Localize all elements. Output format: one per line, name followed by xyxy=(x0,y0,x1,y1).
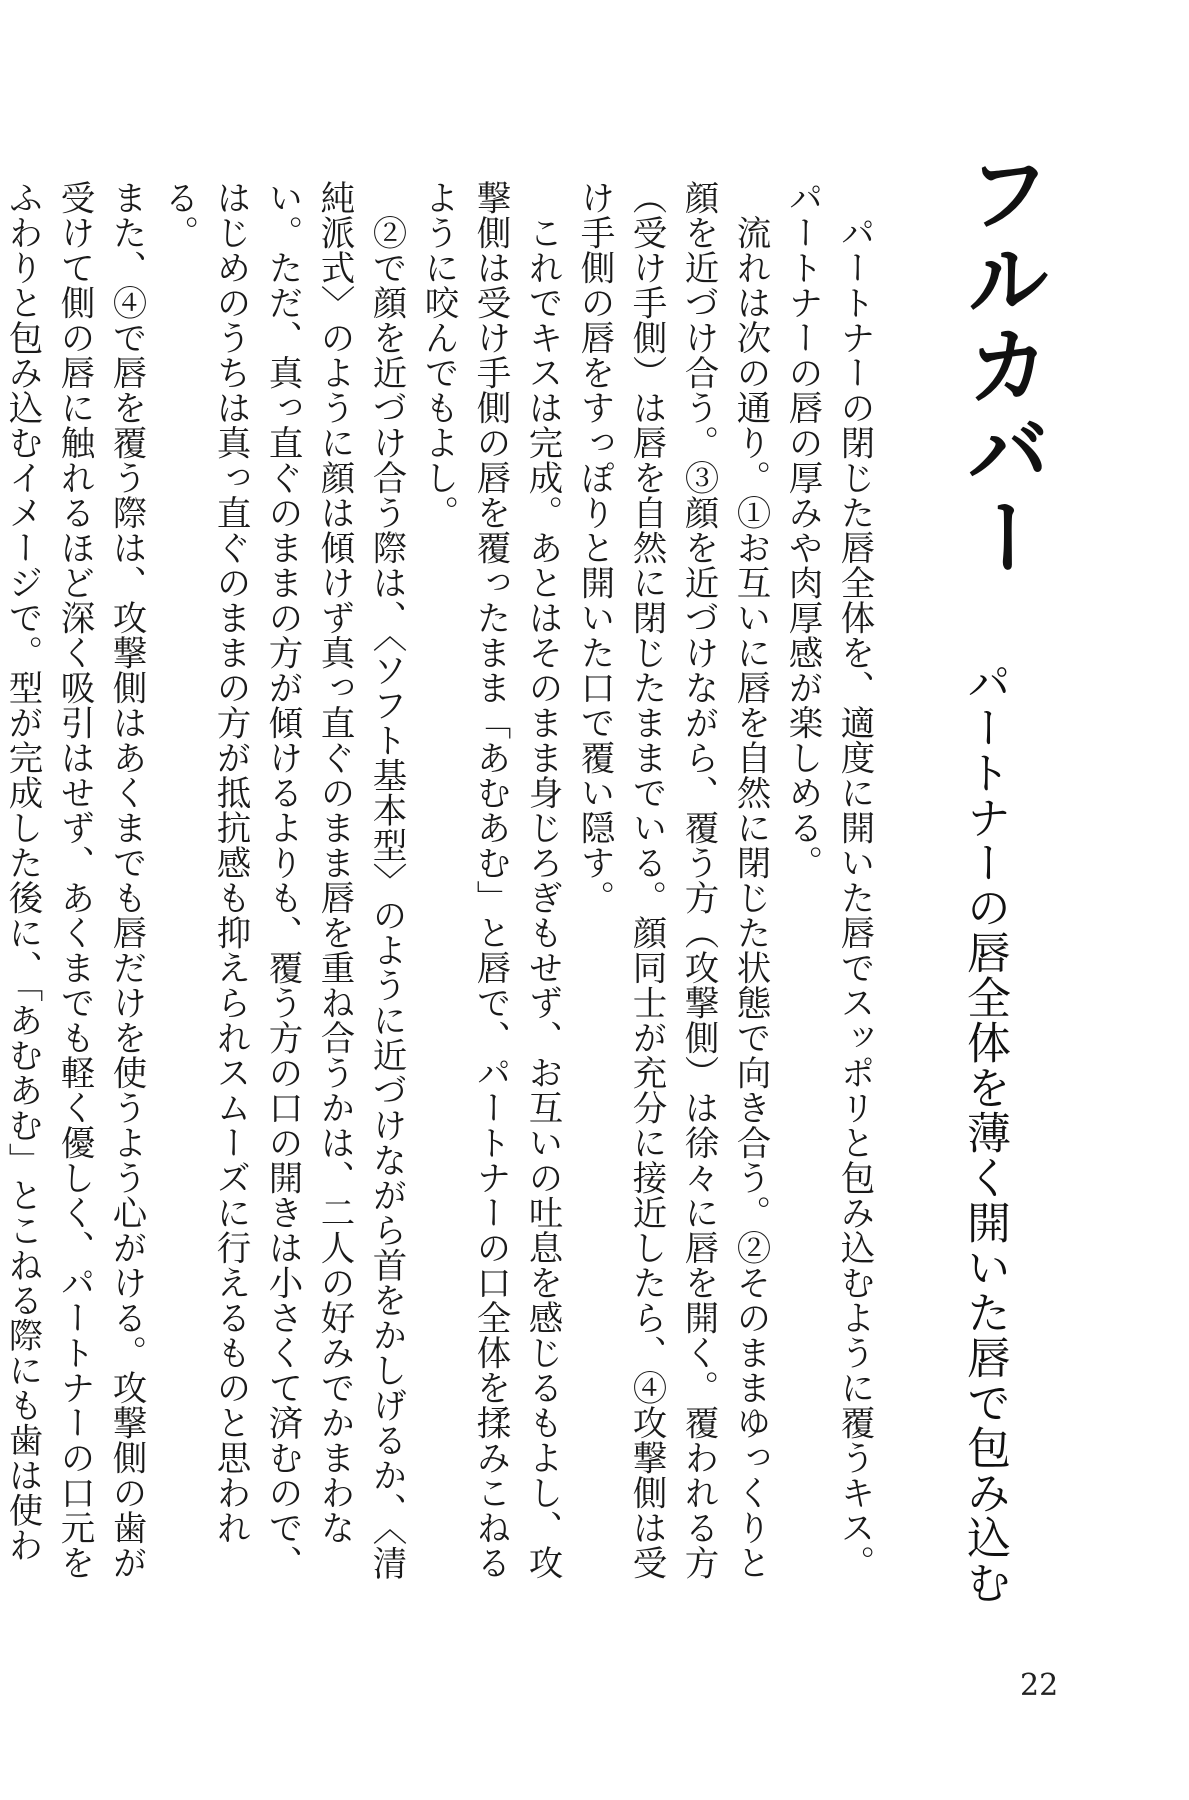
body-text xyxy=(2,180,880,1590)
page-subtitle: パートナーの唇全体を薄く開いた唇で包み込む xyxy=(959,660,1010,1605)
paragraph: また、④で唇を覆う際は、攻撃側はあくまでも唇だけを使うよう心がける。攻撃側の歯が受けて側の唇に触れるほど深く吸引はせず、あくまでも軽く優しく、パートナーの口元をふわりと包み込むイメージで。型が完成した後に、「あむあむ」とこねる際にも歯は使わ xyxy=(2,180,146,1580)
paragraph: ②で顔を近づけ合う際は、〈ソフト基本型〉のように近づけながら首をかしげるか、〈清純派式〉のように顔は傾けず真っ直ぐのまま唇を重ね合うかは、二人の好みでかまわない。ただ、真っ直ぐのままの方が傾けるよりも、覆う方の口の開きは小さくて済むので、はじめのうちは真っ直ぐのままの方が抵抗感も抑えられスムーズに行えるものと思われる。 xyxy=(158,180,406,1580)
paragraph: パートナーの閉じた唇全体を、適度に開いた唇でスッポリと包み込むように覆うキス。パートナーの唇の厚みや肉厚感が楽しめる。 xyxy=(782,180,874,1580)
page-number: 22 xyxy=(1020,1668,1059,1703)
page-title: フルカバー xyxy=(953,150,1051,580)
paragraph: 流れは次の通り。①お互いに唇を自然に閉じた状態で向き合う。②そのままゆっくりと顔を近づけ合う。③顔を近づけながら、覆う方（攻撃側）は徐々に唇を開く。覆われる方（受け手側）は唇を自然に閉じたままでいる。顔同士が充分に接近したら、④攻撃側は受け手側の唇をすっぽりと開いた口で覆い隠す。 xyxy=(574,180,770,1580)
paragraph: これでキスは完成。あとはそのまま身じろぎもせず、お互いの吐息を感じるもよし、攻撃側は受け手側の唇を覆ったまま「あむあむ」と唇で、パートナーの口全体を揉みこねるように咬んでもよし。 xyxy=(418,180,562,1580)
